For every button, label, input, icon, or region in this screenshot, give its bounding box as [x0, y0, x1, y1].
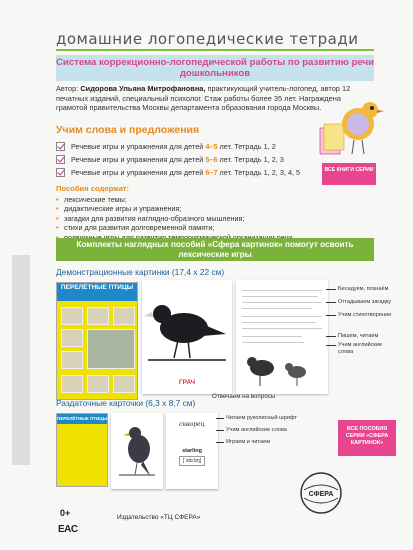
contains-list: [56, 195, 306, 242]
all-books-badge: ВСЕ КНИГИ СЕРИИ: [322, 163, 376, 185]
demo-note: Учим английские слова: [334, 342, 394, 356]
demo-set-cover: [56, 282, 138, 400]
card-label: ГРАЧ: [178, 379, 196, 386]
demo-heading: Демонстрационные картинки (17,4 х 22 см): [56, 267, 225, 277]
demo-text-sheet: [236, 280, 328, 394]
demo-note: Пишем, читаем: [334, 333, 394, 340]
sheet-bird-images: [242, 348, 322, 390]
text-line: [242, 336, 302, 337]
cover-thumbnail: [61, 375, 83, 393]
contains-item: • стихи для развития долговременной памяти;: [56, 223, 306, 232]
learn-heading: Учим слова и предложения: [56, 124, 200, 136]
checkmark-icon: [56, 155, 65, 164]
handout-set-cover: [56, 413, 108, 487]
learn-item: [56, 166, 306, 179]
handout-note: Играем и читаем: [222, 439, 297, 446]
cover-main-image: [87, 329, 135, 369]
demo-note: Беседуем, познаём: [334, 286, 394, 293]
handout-heading: Раздаточные карточки (6,3 х 8,7 см): [56, 398, 196, 408]
kit-banner: Комплекты наглядных пособий «Сфера картинок» помогут освоить лексические игры: [56, 238, 374, 261]
title-divider: [56, 49, 374, 51]
handout-picture-card: [111, 413, 163, 489]
age-rating: 0+: [60, 508, 71, 518]
eac-mark: EAC: [58, 524, 78, 535]
learn-item-age: 4–5: [205, 142, 218, 151]
learn-item-suffix: лет. Тетрадь 1, 2, 3, 4, 5: [219, 168, 301, 177]
demo-cover-title: ПЕРЕЛЁТНЫЕ ПТИЦЫ: [57, 283, 137, 301]
text-line: [242, 328, 322, 329]
learn-item-age: 5–6: [205, 155, 218, 164]
learn-item-text: Речевые игры и упражнения для детей: [71, 142, 204, 151]
answer-note: Отвечаем на вопросы: [212, 393, 276, 400]
handout-word-card: [166, 413, 218, 489]
cover-thumbnail: [87, 375, 109, 393]
text-line: [242, 302, 322, 303]
cover-thumbnail: [87, 307, 109, 325]
starling-bird-image: [111, 413, 163, 489]
learn-item-text: Речевые игры и упражнения для детей: [71, 155, 204, 164]
series-title: домашние логопедические тетради: [56, 30, 359, 48]
rook-bird-image: [142, 280, 232, 375]
logo-text: СФЕРА: [308, 491, 334, 498]
checkmark-icon: [56, 168, 65, 177]
cover-thumbnail: [61, 351, 83, 369]
cover-thumbnail: [113, 375, 135, 393]
spine-strip: [12, 255, 30, 465]
learn-item: [56, 140, 306, 153]
cover-thumbnail: [113, 307, 135, 325]
learn-item-suffix: лет. Тетрадь 1, 2, 3: [219, 155, 284, 164]
contains-item: • лексические темы;: [56, 195, 306, 204]
transcription: [ˈstɑːlɪŋ]: [179, 456, 205, 466]
contains-heading: Пособия содержат:: [56, 184, 130, 193]
author-label: Автор:: [56, 84, 79, 93]
learn-item-suffix: лет. Тетрадь 1, 2: [219, 142, 276, 151]
text-line: [242, 342, 304, 343]
demo-note: Учим стихотворение: [334, 312, 394, 319]
learn-item-age: 6–7: [205, 168, 218, 177]
demo-picture-card: [142, 280, 232, 394]
system-banner: Система коррекционно-логопедической работы по развитию речи дошкольников: [56, 57, 374, 79]
learn-item-text: Речевые игры и упражнения для детей: [71, 168, 204, 177]
text-line: [242, 308, 312, 309]
contains-item: • дидактические игры и упражнения;: [56, 204, 306, 213]
text-line: [242, 296, 318, 297]
text-line: [242, 290, 322, 291]
bird-book-illustration: [318, 88, 384, 162]
author-name: Сидорова Ульяна Митрофановна,: [80, 84, 206, 93]
handout-notes: [222, 415, 297, 451]
handout-note: Учим английские слова: [222, 427, 297, 434]
sfera-logo: [300, 472, 342, 514]
demo-note: Отгадываем загадку: [334, 299, 394, 306]
contains-item: • загадки для развития наглядно-образного мышления;: [56, 214, 306, 223]
learn-list: [56, 140, 306, 179]
publisher-name: Издательство «ТЦ СФЕРА»: [117, 514, 201, 521]
cover-thumbnail: [61, 329, 83, 347]
text-line: [242, 316, 322, 317]
english-word: starling: [182, 448, 202, 454]
handout-cover-title: ПЕРЕЛЁТНЫЕ ПТИЦЫ: [57, 414, 107, 424]
all-aids-badge: ВСЕ ПОСОБИЯ СЕРИИ «СФЕРА КАРТИНОК»: [338, 420, 396, 456]
checkmark-icon: [56, 142, 65, 151]
demo-notes: [334, 280, 394, 356]
learn-item: [56, 153, 306, 166]
author-bio: практикующий учитель-логопед, автор 12 печатных изданий, специальный психолог. Стаж работы более 35 лет. Награждена грамотой правительства Москвы департамента образования города Москвы.: [56, 84, 351, 112]
handout-note: Читаем рукописный шрифт: [222, 415, 297, 422]
cursive-word: скворец: [179, 421, 205, 428]
text-line: [242, 322, 316, 323]
cover-thumbnail: [61, 307, 83, 325]
